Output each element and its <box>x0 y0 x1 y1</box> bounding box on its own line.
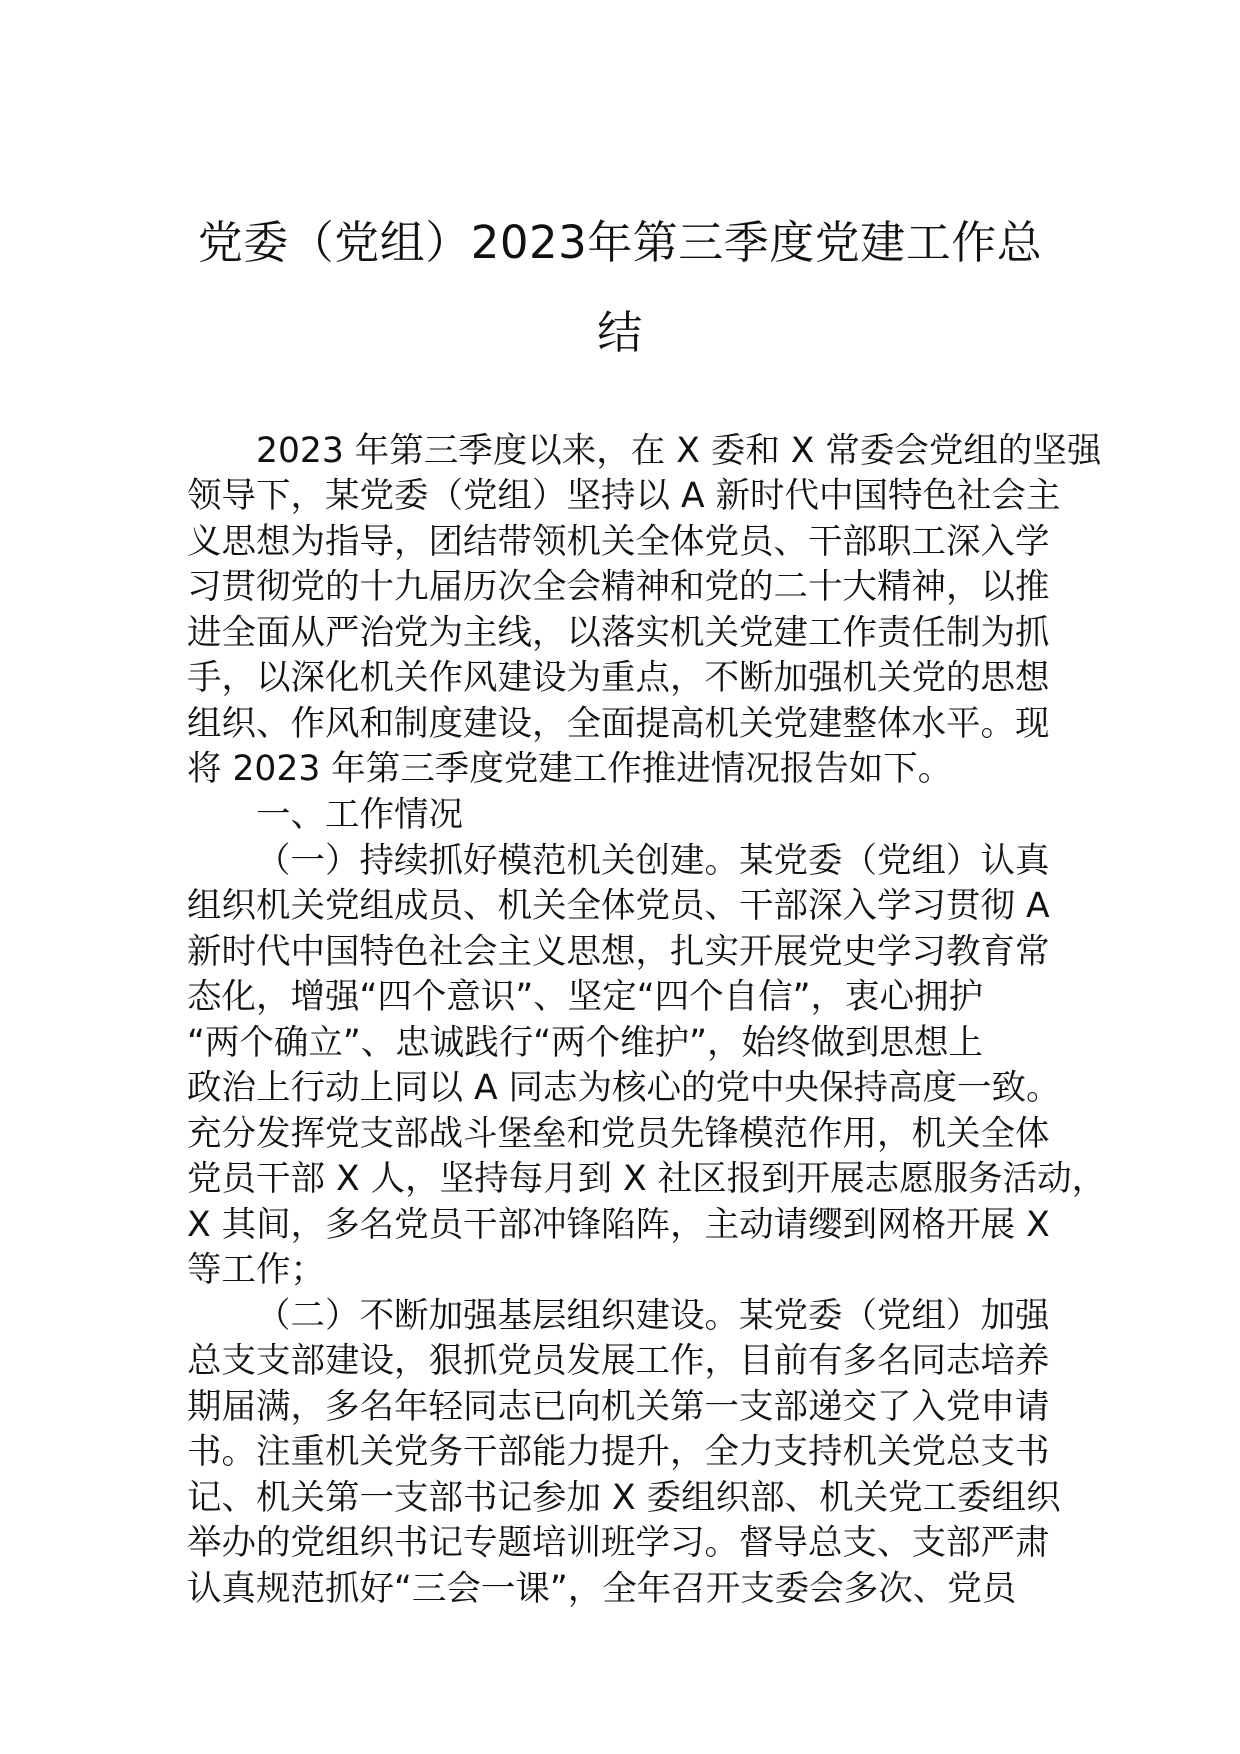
body-line: （一）持续抓好模范机关创建。某党委（党组）认真 <box>256 841 1050 881</box>
body-line: 手，以深化机关作风建设为重点，不断加强机关党的思想 <box>187 658 1050 698</box>
body-line: 期届满，多名年轻同志已向机关第一支部递交了入党申请 <box>187 1387 1050 1427</box>
body-line: 总支支部建设，狠抓党员发展工作，目前有多名同志培养 <box>187 1341 1050 1381</box>
body-line: 2023 年第三季度以来，在 X 委和 X 常委会党组的坚强 <box>256 431 1102 471</box>
body-line: 将 2023 年第三季度党建工作推进情况报告如下。 <box>187 749 953 789</box>
body-line: （二）不断加强基层组织建设。某党委（党组）加强 <box>256 1296 1050 1336</box>
body-line: 认真规范抓好“三会一课”，全年召开支委会多次、党员 <box>187 1569 1017 1609</box>
body-line: 党员干部 X 人，坚持每月到 X 社区报到开展志愿服务活动， <box>187 1159 1107 1199</box>
body-line: 习贯彻党的十九届历次全会精神和党的二十大精神，以推 <box>187 567 1050 607</box>
document-title-line-1: 党委（党组）2023年第三季度党建工作总 <box>197 216 1043 269</box>
body-line: 组织机关党组成员、机关全体党员、干部深入学习贯彻 A <box>187 886 1050 926</box>
body-line: 态化，增强“四个意识”、坚定“四个自信”，衷心拥护 <box>187 977 983 1017</box>
body-line: X 其间，多名党员干部冲锋陷阵，主动请缨到网格开展 X <box>187 1205 1050 1245</box>
body-line: 书。注重机关党务干部能力提升，全力支持机关党总支书 <box>187 1432 1050 1472</box>
section-heading: 一、工作情况 <box>256 795 463 835</box>
body-line: 记、机关第一支部书记参加 X 委组织部、机关党工委组织 <box>187 1478 1061 1518</box>
body-line: 充分发挥党支部战斗堡垒和党员先锋模范作用，机关全体 <box>187 1114 1050 1154</box>
body-line: 举办的党组织书记专题培训班学习。督导总支、支部严肃 <box>187 1523 1050 1563</box>
body-line: 新时代中国特色社会主义思想，扎实开展党史学习教育常 <box>187 932 1050 972</box>
body-line: 进全面从严治党为主线，以落实机关党建工作责任制为抓 <box>187 613 1050 653</box>
body-line: 领导下，某党委（党组）坚持以 A 新时代中国特色社会主 <box>187 476 1061 516</box>
body-line: 政治上行动上同以 A 同志为核心的党中央保持高度一致。 <box>187 1068 1061 1108</box>
body-line: 等工作； <box>187 1250 325 1290</box>
body-line: “两个确立”、忠诚践行“两个维护”，始终做到思想上 <box>187 1023 983 1063</box>
body-line: 义思想为指导，团结带领机关全体党员、干部职工深入学 <box>187 522 1050 562</box>
body-line: 组织、作风和制度建设，全面提高机关党建整体水平。现 <box>187 704 1050 744</box>
document-title-line-2: 结 <box>597 306 643 359</box>
